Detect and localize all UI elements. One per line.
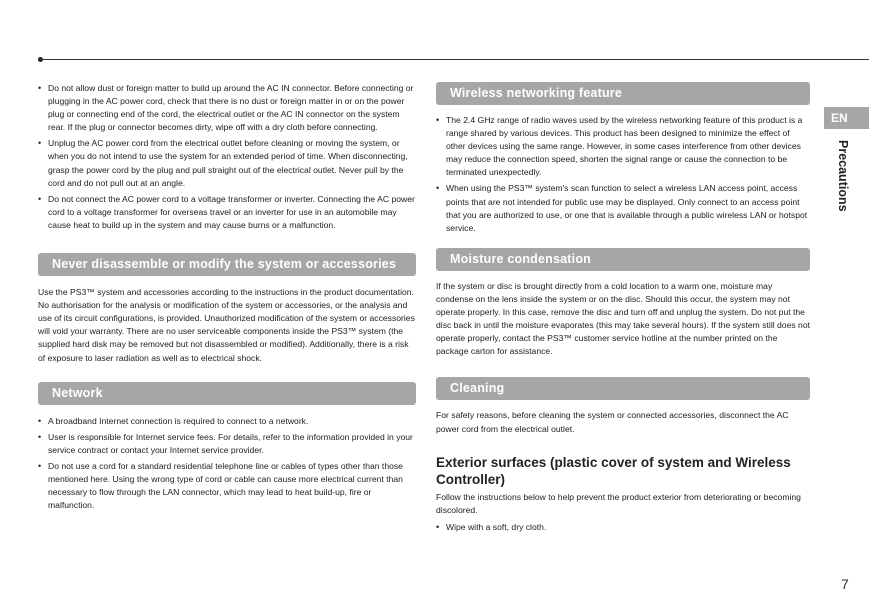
disassemble-heading: Never disassemble or modify the system or accessories — [38, 253, 416, 276]
wireless-heading: Wireless networking feature — [436, 82, 810, 105]
list-item: • Wipe with a soft, dry cloth. — [436, 521, 810, 534]
moisture-heading: Moisture condensation — [436, 248, 810, 271]
cleaning-text: For safety reasons, before cleaning the system or connected accessories, disconnect the AC power cord from the electrical outlet. — [436, 410, 789, 434]
exterior-list — [436, 521, 810, 534]
moisture-text: If the system or disc is brought directly from a cold location to a warm one, moisture may condense on the lens inside the system or on the disc. Should this occur, the system may not operate properly. In this case, remove the disc and turn off and unplug the system. Do not put the disc back in until the moisture evaporates (this may take several hours). If the system still does not operate properly, contact the PS3™ customer service hotline at the number printed on the package carton for assistance. — [436, 280, 810, 357]
network-heading: Network — [38, 382, 416, 405]
list-item: • Do not use a cord for a standard residential telephone line or cables of types other than those mentioned here. Using the wrong type of cord or cable can cause more electrical current than necessary to flow through the LAN connector, which may lead to heat build-up, fire or malfunction. — [38, 460, 416, 512]
exterior-text: Follow the instructions below to help prevent the product exterior from deteriorating or becoming discolored. — [436, 491, 801, 515]
list-item: • User is responsible for Internet service fees. For details, refer to the information provided in your service contract or contact your Internet service provider. — [38, 431, 416, 457]
cleaning-heading: Cleaning — [436, 377, 810, 400]
exterior-heading: Exterior surfaces (plastic cover of system and Wireless Controller) — [436, 454, 791, 487]
network-list — [38, 415, 416, 513]
wireless-list — [436, 114, 810, 235]
list-item: • The 2.4 GHz range of radio waves used by the wireless networking feature of this product is a range shared by various devices. This product has been designed to minimize the effect of other devices using the same range. However, in some cases interference from other devices may reduce the connection speed, shorten the signal range or cause the connection to be terminated unexpectedly. — [436, 114, 810, 179]
list-item: • Do not connect the AC power cord to a voltage transformer or inverter. Connecting the AC power cord to a voltage transformer for overseas travel or an inverter for use in an automobile may cause heat to build up in the system and may cause burns or a malfunction. — [38, 193, 416, 232]
left-column — [38, 82, 416, 515]
list-item: • When using the PS3™ system's scan function to select a wireless LAN access point, access points that are not intended for public use may be displayed. Only connect to an access point that you are authorized to use, or one that is available through a public wireless LAN or hotspot service. — [436, 182, 810, 234]
list-item: • Unplug the AC power cord from the electrical outlet before cleaning or moving the system, or when you do not intend to use the system for an extended period of time. When disconnecting, grasp the power cord by the plug and pull straight out of the electrical outlet. Never pull by the cord and do not pull out at an angle. — [38, 137, 416, 189]
right-column — [436, 82, 810, 537]
section-side-title: Precautions — [836, 140, 850, 212]
list-item: • A broadband Internet connection is required to connect to a network. — [38, 415, 416, 428]
disassemble-text: Use the PS3™ system and accessories according to the instructions in the product documentation. No authorisation for the analysis or modification of the system or accessories, or the analysis and use of its circuit configurations, is provided. Unauthorized modification of the system or accessories will void your warranty. There are no user serviceable components inside the PS3™ system (the supplied hard disk may be removed but not disassembled or modified). Additionally, there is a risk of exposure to laser radiation as well as to electrical shock. — [38, 287, 415, 363]
page-number: 7 — [841, 576, 849, 592]
header-rule — [40, 59, 869, 60]
language-tab: EN — [824, 107, 869, 129]
list-item: • Do not allow dust or foreign matter to build up around the AC IN connector. Before connecting or plugging in the AC power cord, check that there is no dust or foreign matter in or on the power plug or connecting end of the cord, the electrical outlet or the AC IN connector on the system rear. If the plug or connector becomes dirty, wipe off with a dry cloth before connecting. — [38, 82, 416, 134]
ac-power-list — [38, 82, 416, 232]
